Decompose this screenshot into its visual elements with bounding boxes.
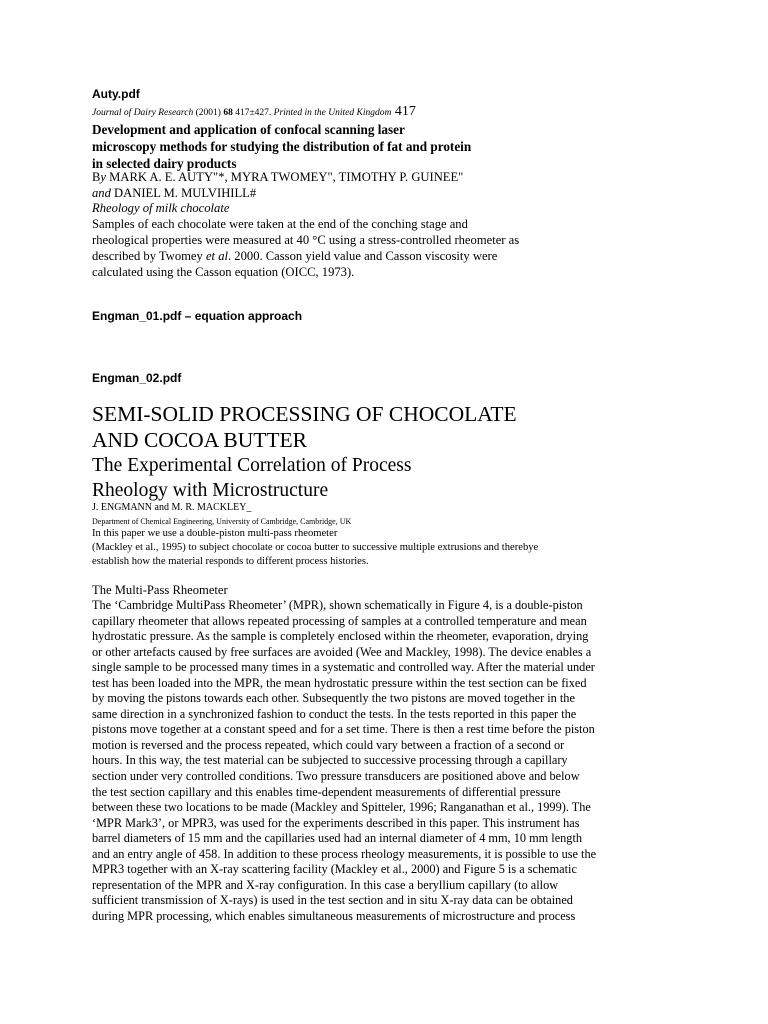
- file-name-engman-01: Engman_01.pdf – equation approach: [92, 309, 303, 323]
- authors-by-italic: y: [100, 170, 106, 184]
- journal-printed: Printed in the United Kingdom: [273, 108, 392, 118]
- et-al-italic: et al: [205, 249, 228, 263]
- file-name-auty: Auty.pdf: [92, 87, 140, 101]
- auty-paragraph: [92, 216, 672, 280]
- title-line: in selected dairy products: [92, 156, 237, 171]
- body-line: hours. In this way, the test material can be subjected to successive processing through a capillary: [92, 753, 568, 768]
- authors-engman: J. ENGMANN and M. R. MACKLEY_: [92, 502, 252, 513]
- journal-citation: [92, 104, 416, 120]
- journal-year: (2001): [193, 108, 224, 118]
- body-line: the test section capillary and this enables time-dependent measurements of differential pressure: [92, 784, 561, 799]
- authors-line-2: DANIEL M. MULVIHILL#: [110, 186, 257, 200]
- body-line: hydrostatic pressure. As the sample is completely enclosed within the rheometer, evaporation, drying: [92, 629, 589, 644]
- body-line: between these two locations to be made (Mackley and Spitteler, 1996; Ranganathan et al., 1999). The: [92, 800, 591, 815]
- body-line: representation of the MPR and X-ray configuration. In this case a beryllium capillary (to allow: [92, 877, 559, 892]
- body-line: by moving the pistons towards each other. Subsequently the two pistons are moved together in the: [92, 691, 575, 706]
- body-line: capillary rheometer that allows repeated processing of samples at a controlled temperature and mean: [92, 613, 587, 628]
- subtitle-line: The Experimental Correlation of Process: [92, 455, 412, 476]
- paragraph-text: described by Twomey: [92, 249, 206, 263]
- intro-line: In this paper we use a double-piston multi-pass rheometer: [92, 528, 338, 539]
- journal-page-number: 417: [391, 104, 416, 119]
- engman-body-text: [92, 598, 692, 924]
- engman-intro: [92, 527, 692, 569]
- body-line: motion is reversed and the process repeated, which could vary between a fraction of a second or: [92, 737, 565, 752]
- paragraph-line: rheological properties were measured at 40 °C using a stress-controlled rheometer as: [92, 233, 520, 247]
- title-line: Development and application of confocal scanning laser: [92, 122, 405, 137]
- body-line: and an entry angle of 458. In addition to these process rheology measurements, it is possible to use the: [92, 846, 597, 861]
- body-line: pistons move together at a constant speed and for a set time. There is then a rest time before the piston: [92, 722, 595, 737]
- paragraph-line: Samples of each chocolate were taken at the end of the conching stage and: [92, 217, 468, 231]
- intro-line: (Mackley et al., 1995) to subject chocolate or cocoa butter to successive multiple extrusions and therebye: [92, 542, 539, 553]
- journal-volume: 68: [223, 108, 233, 118]
- section-heading-mpr: The Multi-Pass Rheometer: [92, 583, 228, 597]
- body-line: single sample to be processed many times in a systematic and controlled way. After the material under: [92, 660, 595, 675]
- article-title-auty: [92, 121, 672, 172]
- title-line: microscopy methods for studying the distribution of fat and protein: [92, 139, 472, 154]
- authors-line-1: MARK A. E. AUTY"*, MYRA TWOMEY", TIMOTHY P. GUINEE": [106, 170, 464, 184]
- body-line: same direction in a synchronized fashion to conduct the tests. In the tests reported in this paper the: [92, 706, 577, 721]
- body-line: ‘MPR Mark3’, or MPR3, was used for the experiments described in this paper. This instrument has: [92, 815, 580, 830]
- body-line: or other artefacts caused by free surfaces are avoided (Wee and Mackley, 1998). The device enables a: [92, 644, 592, 659]
- article-subtitle-engman: [92, 453, 712, 503]
- article-title-engman: [92, 401, 712, 453]
- body-line: during MPR processing, which enables simultaneous measurements of microstructure and process: [92, 908, 576, 923]
- journal-pages: 417±427.: [232, 108, 274, 118]
- section-title-milk-chocolate: Rheology of milk chocolate: [92, 201, 230, 215]
- subtitle-line: Rheology with Microstructure: [92, 480, 329, 501]
- authors-by-prefix: B: [92, 170, 101, 184]
- paragraph-text: . 2000. Casson yield value and Casson viscosity were: [228, 249, 498, 263]
- title-line: AND COCOA BUTTER: [92, 428, 308, 452]
- body-line: sufficient transmission of X-rays) is used in the test section and in situ X-ray data can be obtained: [92, 893, 573, 908]
- body-line: barrel diameters of 15 mm and the capillaries used had an internal diameter of 4 mm, 10 mm length: [92, 831, 583, 846]
- file-name-engman-02: Engman_02.pdf: [92, 371, 182, 385]
- paragraph-line: calculated using the Casson equation (OICC, 1973).: [92, 265, 355, 279]
- body-line: The ‘Cambridge MultiPass Rheometer’ (MPR), shown schematically in Figure 4, is a double-piston: [92, 598, 583, 612]
- body-line: test has been loaded into the MPR, the mean hydrostatic pressure within the test section can be fixed: [92, 675, 587, 690]
- intro-line: establish how the material responds to different process histories.: [92, 556, 369, 567]
- authors-auty: [92, 169, 672, 201]
- authors-and: and: [92, 186, 111, 200]
- body-line: section under very controlled conditions. Two pressure transducers are positioned above and below: [92, 769, 580, 784]
- title-line: SEMI-SOLID PROCESSING OF CHOCOLATE: [92, 402, 517, 426]
- body-line: MPR3 together with an X-ray scattering facility (Mackley et al., 2000) and Figure 5 is a schematic: [92, 862, 577, 877]
- journal-name: Journal of Dairy Research: [92, 108, 194, 118]
- department-affiliation: Department of Chemical Engineering, University of Cambridge, Cambridge, UK: [92, 517, 352, 526]
